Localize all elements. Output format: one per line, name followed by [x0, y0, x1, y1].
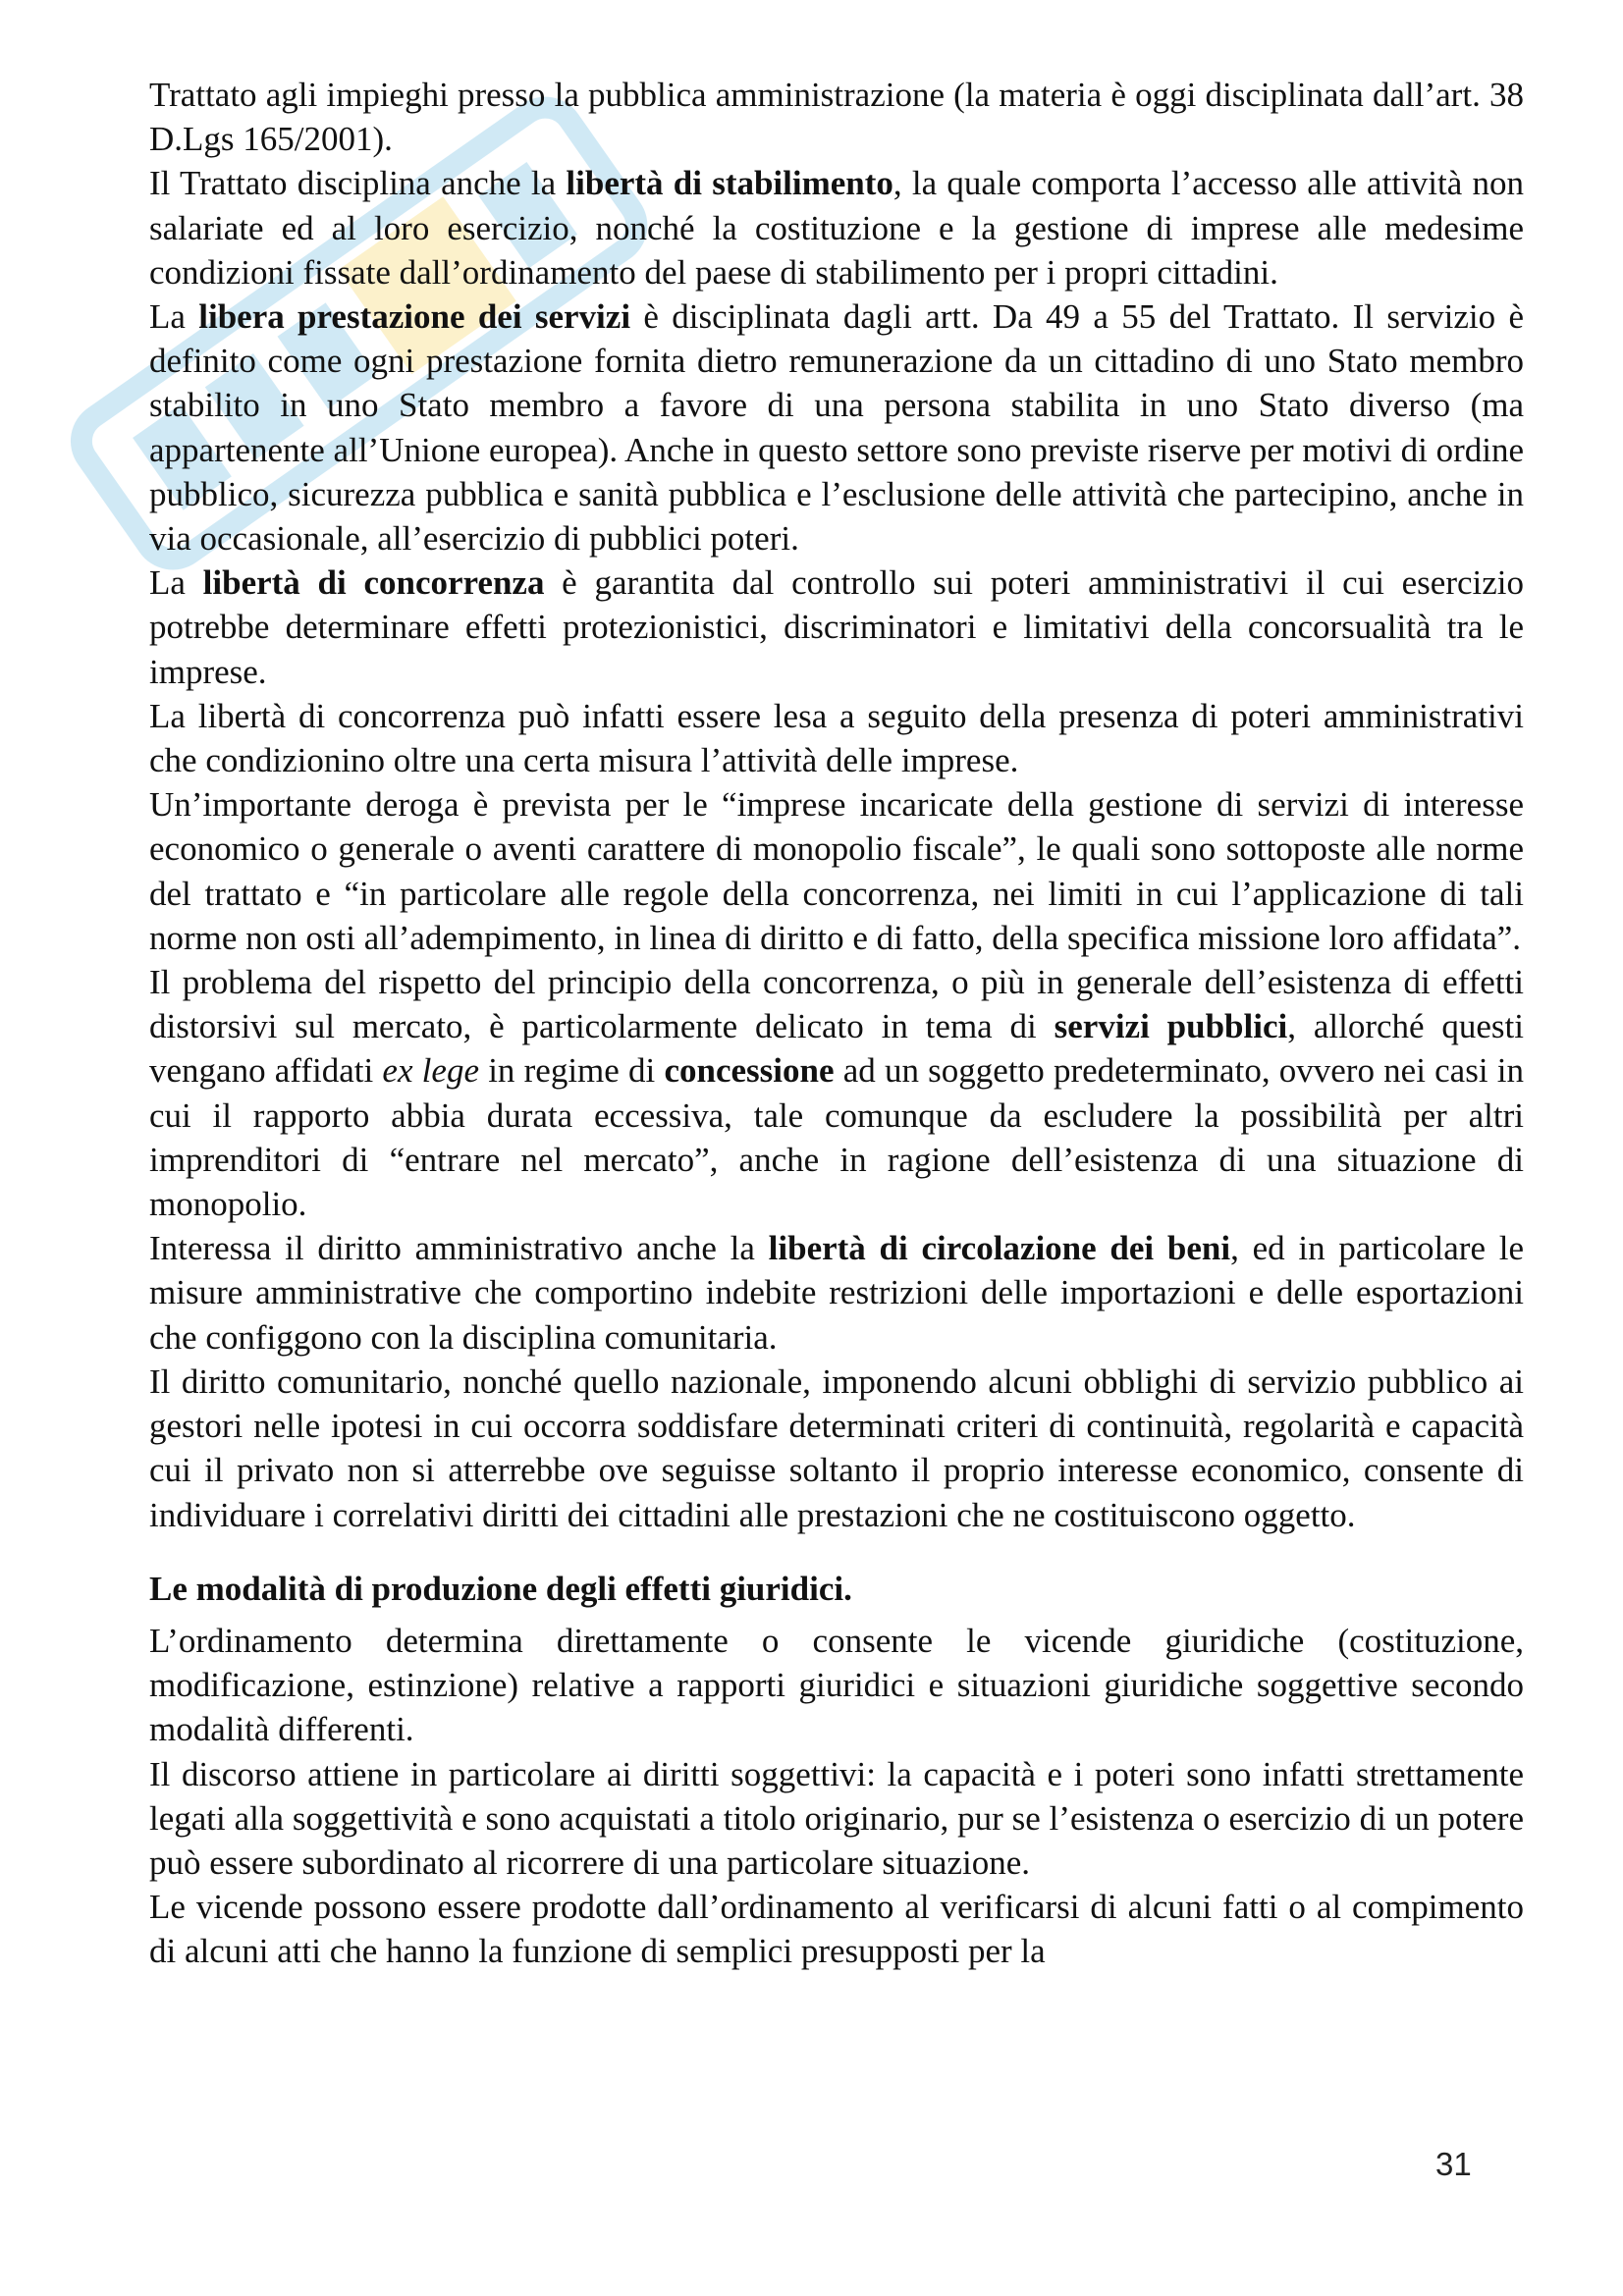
term-liberta-stabilimento: libertà di stabilimento: [566, 164, 893, 203]
paragraph-11: Il discorso attiene in particolare ai diritti soggettivi: la capacità e i poteri sono infatti strettamente legati alla soggettività e sono acquistati a titolo originario, pur se l’esistenza o esercizio di un potere può essere subordinato al ricorrere di una particolare situazione.: [149, 1754, 1524, 1882]
term-concessione: concessione: [664, 1051, 835, 1091]
paragraph-10: L’ordinamento determina direttamente o consente le vicende giuridiche (costituzione, modificazione, estinzione) relative a rapporti giuridici e situazioni giuridiche soggettive secondo modalità differenti.: [149, 1621, 1524, 1749]
paragraph-3: La libera prestazione dei servizi è disciplinata dagli artt. Da 49 a 55 del Trattato. Il servizio è definito come ogni prestazione fornita dietro remunerazione da un cittadino di uno Stato membro stabilito in uno Stato membro a favore di una persona stabilita in uno Stato diverso (ma appartenente all’Unione europea). Anche in questo settore sono previste riserve per motivi di ordine pubblico, sicurezza pubblica e sanità pubblica e l’esclusione delle attività che partecipino, anche in via occasionale, all’esercizio di pubblici poteri.: [149, 297, 1524, 559]
paragraph-1: Trattato agli impieghi presso la pubblica amministrazione (la materia è oggi disciplinata dall’art. 38 D.Lgs 165/2001).: [149, 76, 1524, 159]
section-heading: Le modalità di produzione degli effetti giuridici.: [149, 1569, 852, 1608]
paragraph-8: Interessa il diritto amministrativo anche la libertà di circolazione dei beni, ed in particolare le misure amministrative che comportino indebite restrizioni delle importazioni e delle esportazioni che configgono con la disciplina comunitaria.: [149, 1229, 1525, 1357]
paragraph-6: Un’importante deroga è prevista per le “imprese incaricate della gestione di servizi di interesse economico o generale o aventi carattere di monopolio fiscale”, le quali sono sottoposte alle norme del trattato e “in particolare alle regole della concorrenza, nei limiti in cui l’applicazione di tali norme non osti all’adempimento, in linea di diritto e di fatto, della specifica missione loro affidata”.: [149, 785, 1524, 957]
term-circolazione-beni: libertà di circolazione dei beni: [768, 1229, 1231, 1268]
paragraph-9: Il diritto comunitario, nonché quello nazionale, imponendo alcuni obblighi di servizio pubblico ai gestori nelle ipotesi in cui occorra soddisfare determinati criteri di continuità, regolarità e capacità cui il privato non si atterrebbe ove seguisse soltanto il proprio interesse economico, consente di individuare i correlativi diritti dei cittadini alle prestazioni che ne costituiscono oggetto.: [149, 1362, 1524, 1534]
term-servizi-pubblici: servizi pubblici: [1054, 1007, 1288, 1046]
paragraph-7: Il problema del rispetto del principio della concorrenza, o più in generale dell’esistenza di effetti distorsivi sul mercato, è particolarmente delicato in tema di servizi pubblici, allorché questi vengano affidati ex lege in regime di concessione ad un soggetto predeterminato, ovvero nei casi in cui il rapporto abbia durata eccessiva, tale comunque da escludere la possibilità per altri imprenditori di “entrare nel mercato”, anche in ragione dell’esistenza di una situazione di monopolio.: [149, 963, 1524, 1224]
paragraph-5: La libertà di concorrenza può infatti essere lesa a seguito della presenza di poteri amministrativi che condizionino oltre una certa misura l’attività delle imprese.: [149, 696, 1524, 780]
paragraph-4: La libertà di concorrenza è garantita dal controllo sui poteri amministrativi il cui esercizio potrebbe determinare effetti protezionistici, discriminatori e limitativi della concorsualità tra le imprese.: [149, 563, 1525, 691]
page-number: 31: [1435, 2146, 1472, 2182]
document-body: [149, 73, 1524, 1974]
paragraph-2: Il Trattato disciplina anche la libertà di stabilimento, la quale comporta l’accesso alle attività non salariate ed al loro esercizio, nonché la costituzione e la gestione di imprese alle medesime condizioni fissate dall’ordinamento del paese di stabilimento per i propri cittadini.: [149, 164, 1524, 292]
paragraph-12: Le vicende possono essere prodotte dall’ordinamento al verificarsi di alcuni fatti o al compimento di alcuni atti che hanno la funzione di semplici presupposti per la: [149, 1888, 1524, 1971]
term-ex-lege: ex lege: [382, 1051, 479, 1091]
term-libera-prestazione: libera prestazione dei servizi: [198, 297, 631, 337]
term-liberta-concorrenza: libertà di concorrenza: [202, 563, 545, 603]
